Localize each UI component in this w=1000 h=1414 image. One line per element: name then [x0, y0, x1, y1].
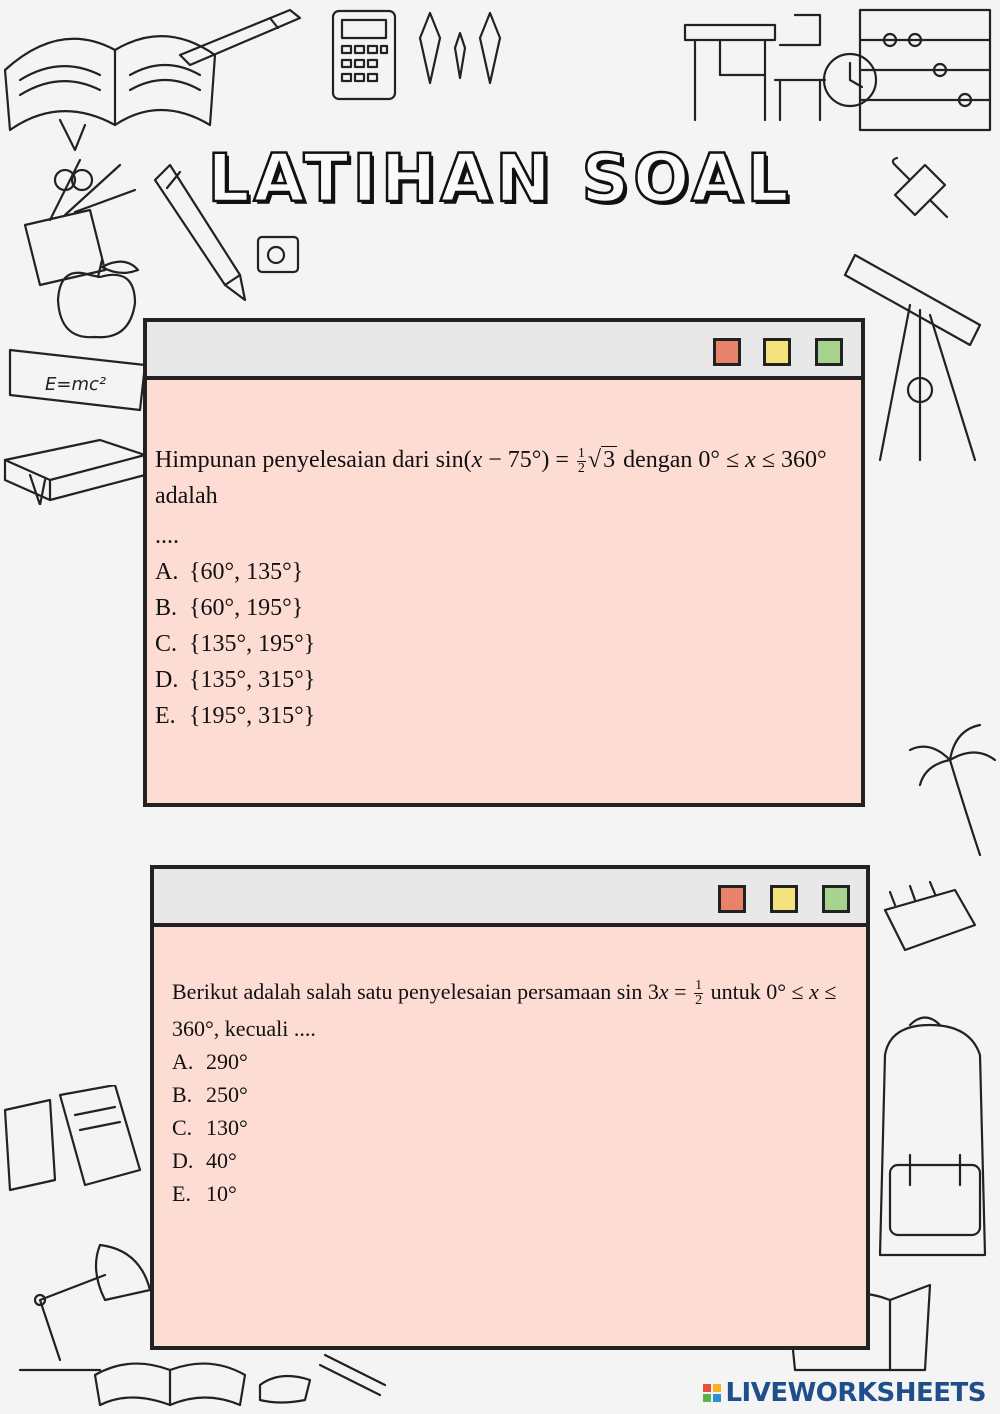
ruler-eraser-doodle-icon [250, 1345, 390, 1410]
nib-pens-doodle-icon [415, 8, 505, 88]
close-window-button[interactable] [713, 338, 741, 366]
emc2-note-doodle-icon [5, 335, 155, 415]
closed-book-doodle-icon [0, 430, 150, 505]
question-1-text [155, 442, 855, 734]
question-2-stem-line2: 360°, kecuali .... [172, 1016, 316, 1042]
minimize-window-button[interactable] [770, 885, 798, 913]
abacus-clock-doodle-icon [820, 5, 1000, 145]
question-2-window [150, 865, 870, 1350]
option-c[interactable]: C. {135°, 195°} [155, 631, 316, 657]
liveworksheets-brand-text: LIVEWORKSHEETS [725, 1378, 986, 1408]
close-window-button[interactable] [718, 885, 746, 913]
open-book-bottom-doodle-icon [90, 1345, 250, 1410]
calculator-doodle-icon [330, 8, 400, 103]
fraction-one-half: $\frac{1}{2}$ [695, 978, 703, 1009]
liveworksheets-logo[interactable] [703, 1378, 986, 1408]
option-a[interactable]: A. {60°, 135°} [155, 559, 304, 585]
maximize-window-button[interactable] [815, 338, 843, 366]
question-1-ellipsis: .... [155, 523, 179, 549]
option-c[interactable]: C. 130° [172, 1115, 248, 1141]
fraction-one-half: $\frac{1}{2}$ [577, 445, 585, 476]
pen-doodle-icon [170, 0, 310, 70]
emc2-label: E=mc² [45, 374, 107, 395]
question-1-stem: Himpunan penyelesaian dari sin(x − 75°) = $\frac{1}{2}$ √3 dengan 0° ≤ x ≤ 360° adalah [155, 442, 855, 514]
option-e[interactable]: E. 10° [172, 1181, 237, 1207]
option-d[interactable]: D. 40° [172, 1148, 237, 1174]
question-2-text [172, 975, 862, 1210]
notebooks-doodle-icon [0, 1085, 150, 1215]
question-1-window [143, 318, 865, 807]
desk-chair-doodle-icon [680, 5, 830, 125]
option-e[interactable]: E. {195°, 315°} [155, 703, 316, 729]
question-1-titlebar [147, 322, 861, 380]
option-b[interactable]: B. 250° [172, 1082, 248, 1108]
sharpener-doodle-icon [250, 225, 310, 285]
question-2-options [172, 1045, 862, 1210]
option-b[interactable]: B. {60°, 195°} [155, 595, 304, 621]
maximize-window-button[interactable] [822, 885, 850, 913]
apple-doodle-icon [50, 255, 150, 345]
question-2-titlebar [154, 869, 866, 927]
question-1-options [155, 554, 855, 734]
page-title: LATIHAN SOAL [207, 140, 793, 217]
liveworksheets-logo-icon [703, 1384, 721, 1402]
option-d[interactable]: D. {135°, 315°} [155, 667, 316, 693]
crayon-box-doodle-icon [875, 880, 985, 960]
option-a[interactable]: A. 290° [172, 1049, 248, 1075]
question-2-stem: Berikut adalah salah satu penyelesaian persamaan sin 3x = $\frac{1}{2}$ untuk 0° ≤ x ≤ [172, 978, 837, 1009]
backpack-doodle-icon [870, 1015, 1000, 1265]
palm-tree-doodle-icon [905, 720, 1000, 860]
sqrt-expression: √3 [587, 447, 616, 473]
minimize-window-button[interactable] [763, 338, 791, 366]
